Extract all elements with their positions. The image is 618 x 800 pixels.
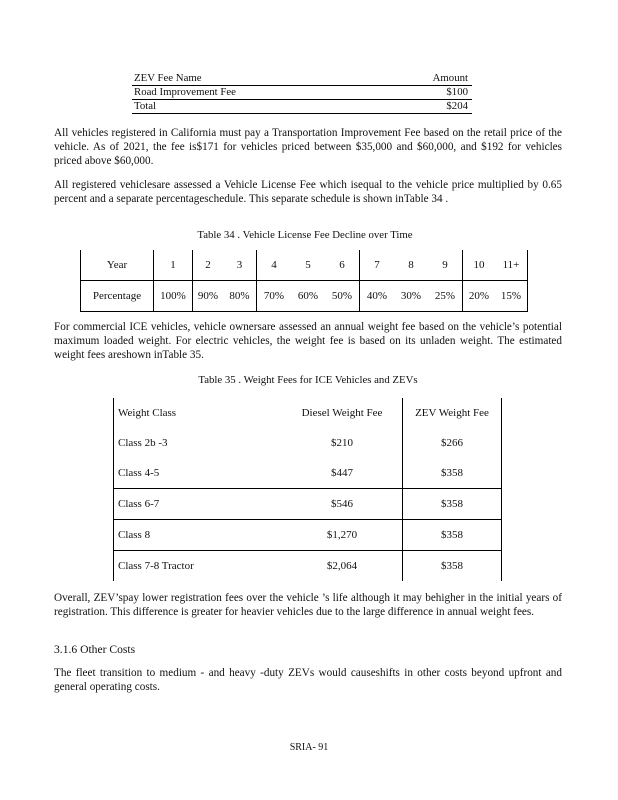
table35-zev-cell: $358 xyxy=(403,520,502,551)
table34-percentage-cell: 70% xyxy=(257,281,292,312)
fee-total-amount: $204 xyxy=(376,100,472,114)
table34-percentage-cell: 90% xyxy=(193,281,224,312)
table35-caption: Table 35 . Weight Fees for ICE Vehicles and ZEVs xyxy=(198,374,418,386)
table34-year-cell: 11+ xyxy=(495,250,528,281)
table34-percentage-label: Percentage xyxy=(81,281,154,312)
table35-diesel-cell: $1,270 xyxy=(282,520,403,551)
table34-percentage-cell: 80% xyxy=(223,281,257,312)
vehicle-license-fee-table xyxy=(80,250,528,312)
zev-fee-table xyxy=(132,72,472,114)
page-footer: SRIA- 91 xyxy=(289,742,329,753)
table35-diesel-cell: $210 xyxy=(331,437,353,449)
fee-name-header: ZEV Fee Name xyxy=(132,72,376,86)
table34-percentage-cell: 20% xyxy=(463,281,496,312)
table34-year-cell: 6 xyxy=(325,250,360,281)
paragraph-transportation-fee: All vehicles registered in California must pay a Transportation Improvement Fee based on the retail price of the vehicle. As of 2021, the fee is$171 for vehicles priced between $35,000 and $60,000, and $192 for vehicles priced above $60,000. xyxy=(54,127,562,168)
table35-class-cell: Class 4-5 xyxy=(114,458,283,489)
paragraph-overall-registration: Overall, ZEV’spay lower registration fees over the vehicle ’s life although it may behigher in the initial years of registration. This difference is greater for heavier vehicles due to the large difference in annual weight fees. xyxy=(54,592,562,619)
table34-year-cell: 4 xyxy=(257,250,292,281)
fee-name-cell: Road Improvement Fee xyxy=(132,86,376,100)
table35-diesel-cell: $2,064 xyxy=(282,551,403,582)
paragraph-vehicle-license-fee: All registered vehiclesare assessed a Vehicle License Fee which isequal to the vehicle price multiplied by 0.65 percent and a separate percentageschedule. This separate schedule is shown inTable 34 . xyxy=(54,179,562,206)
table34-percentage-cell: 60% xyxy=(291,281,325,312)
table35-diesel-cell: $546 xyxy=(282,489,403,520)
table35-header-cell: Weight Class xyxy=(114,398,283,428)
fee-total-label: Total xyxy=(132,100,376,114)
table35-class-cell: Class 6-7 xyxy=(114,489,283,520)
table34-percentage-cell: 40% xyxy=(360,281,395,312)
table35-zev-cell: $358 xyxy=(403,551,502,582)
fee-amount-header: Amount xyxy=(376,72,472,86)
table34-percentage-cell: 15% xyxy=(495,281,528,312)
table34-year-cell: 5 xyxy=(291,250,325,281)
table35-zev-cell: $358 xyxy=(403,489,502,520)
table35-zev-cell: $266 xyxy=(403,428,502,458)
table34-year-cell: 3 xyxy=(223,250,257,281)
table35-header-cell: Diesel Weight Fee xyxy=(301,407,383,419)
table35-class-cell: Class 7-8 Tractor xyxy=(114,551,283,582)
table34-year-cell: 9 xyxy=(428,250,463,281)
table34-year-cell: 1 xyxy=(154,250,193,281)
table34-year-cell: 7 xyxy=(360,250,395,281)
table34-year-cell: 2 xyxy=(193,250,224,281)
paragraph-weight-fee: For commercial ICE vehicles, vehicle ownersare assessed an annual weight fee based on the vehicle’s potential maximum loaded weight. For electric vehicles, the weight fee is based on its unladen weight. The estimated weight fees areshown inTable 35. xyxy=(54,321,562,362)
paragraph-other-costs: The fleet transition to medium - and heavy -duty ZEVs would causeshifts in other costs beyond upfront and general operating costs. xyxy=(54,667,562,694)
table34-percentage-cell: 25% xyxy=(428,281,463,312)
section-heading: 3.1.6 Other Costs xyxy=(54,643,136,656)
table34-percentage-cell: 100% xyxy=(154,281,193,312)
table35-class-cell: Class 8 xyxy=(114,520,283,551)
table35-class-cell: Class 2b -3 xyxy=(114,428,283,458)
table35-header-cell: ZEV Weight Fee xyxy=(403,398,502,428)
table34-caption: Table 34 . Vehicle License Fee Decline over Time xyxy=(197,229,413,241)
table34-year-cell: 8 xyxy=(394,250,428,281)
table34-percentage-cell: 50% xyxy=(325,281,360,312)
table34-year-cell: 10 xyxy=(463,250,496,281)
table34-year-label: Year xyxy=(81,250,154,281)
table35-zev-cell: $358 xyxy=(403,458,502,489)
fee-amount-cell: $100 xyxy=(376,86,472,100)
table34-percentage-cell: 30% xyxy=(394,281,428,312)
weight-fees-table xyxy=(113,398,502,581)
table35-diesel-cell: $447 xyxy=(331,467,353,479)
